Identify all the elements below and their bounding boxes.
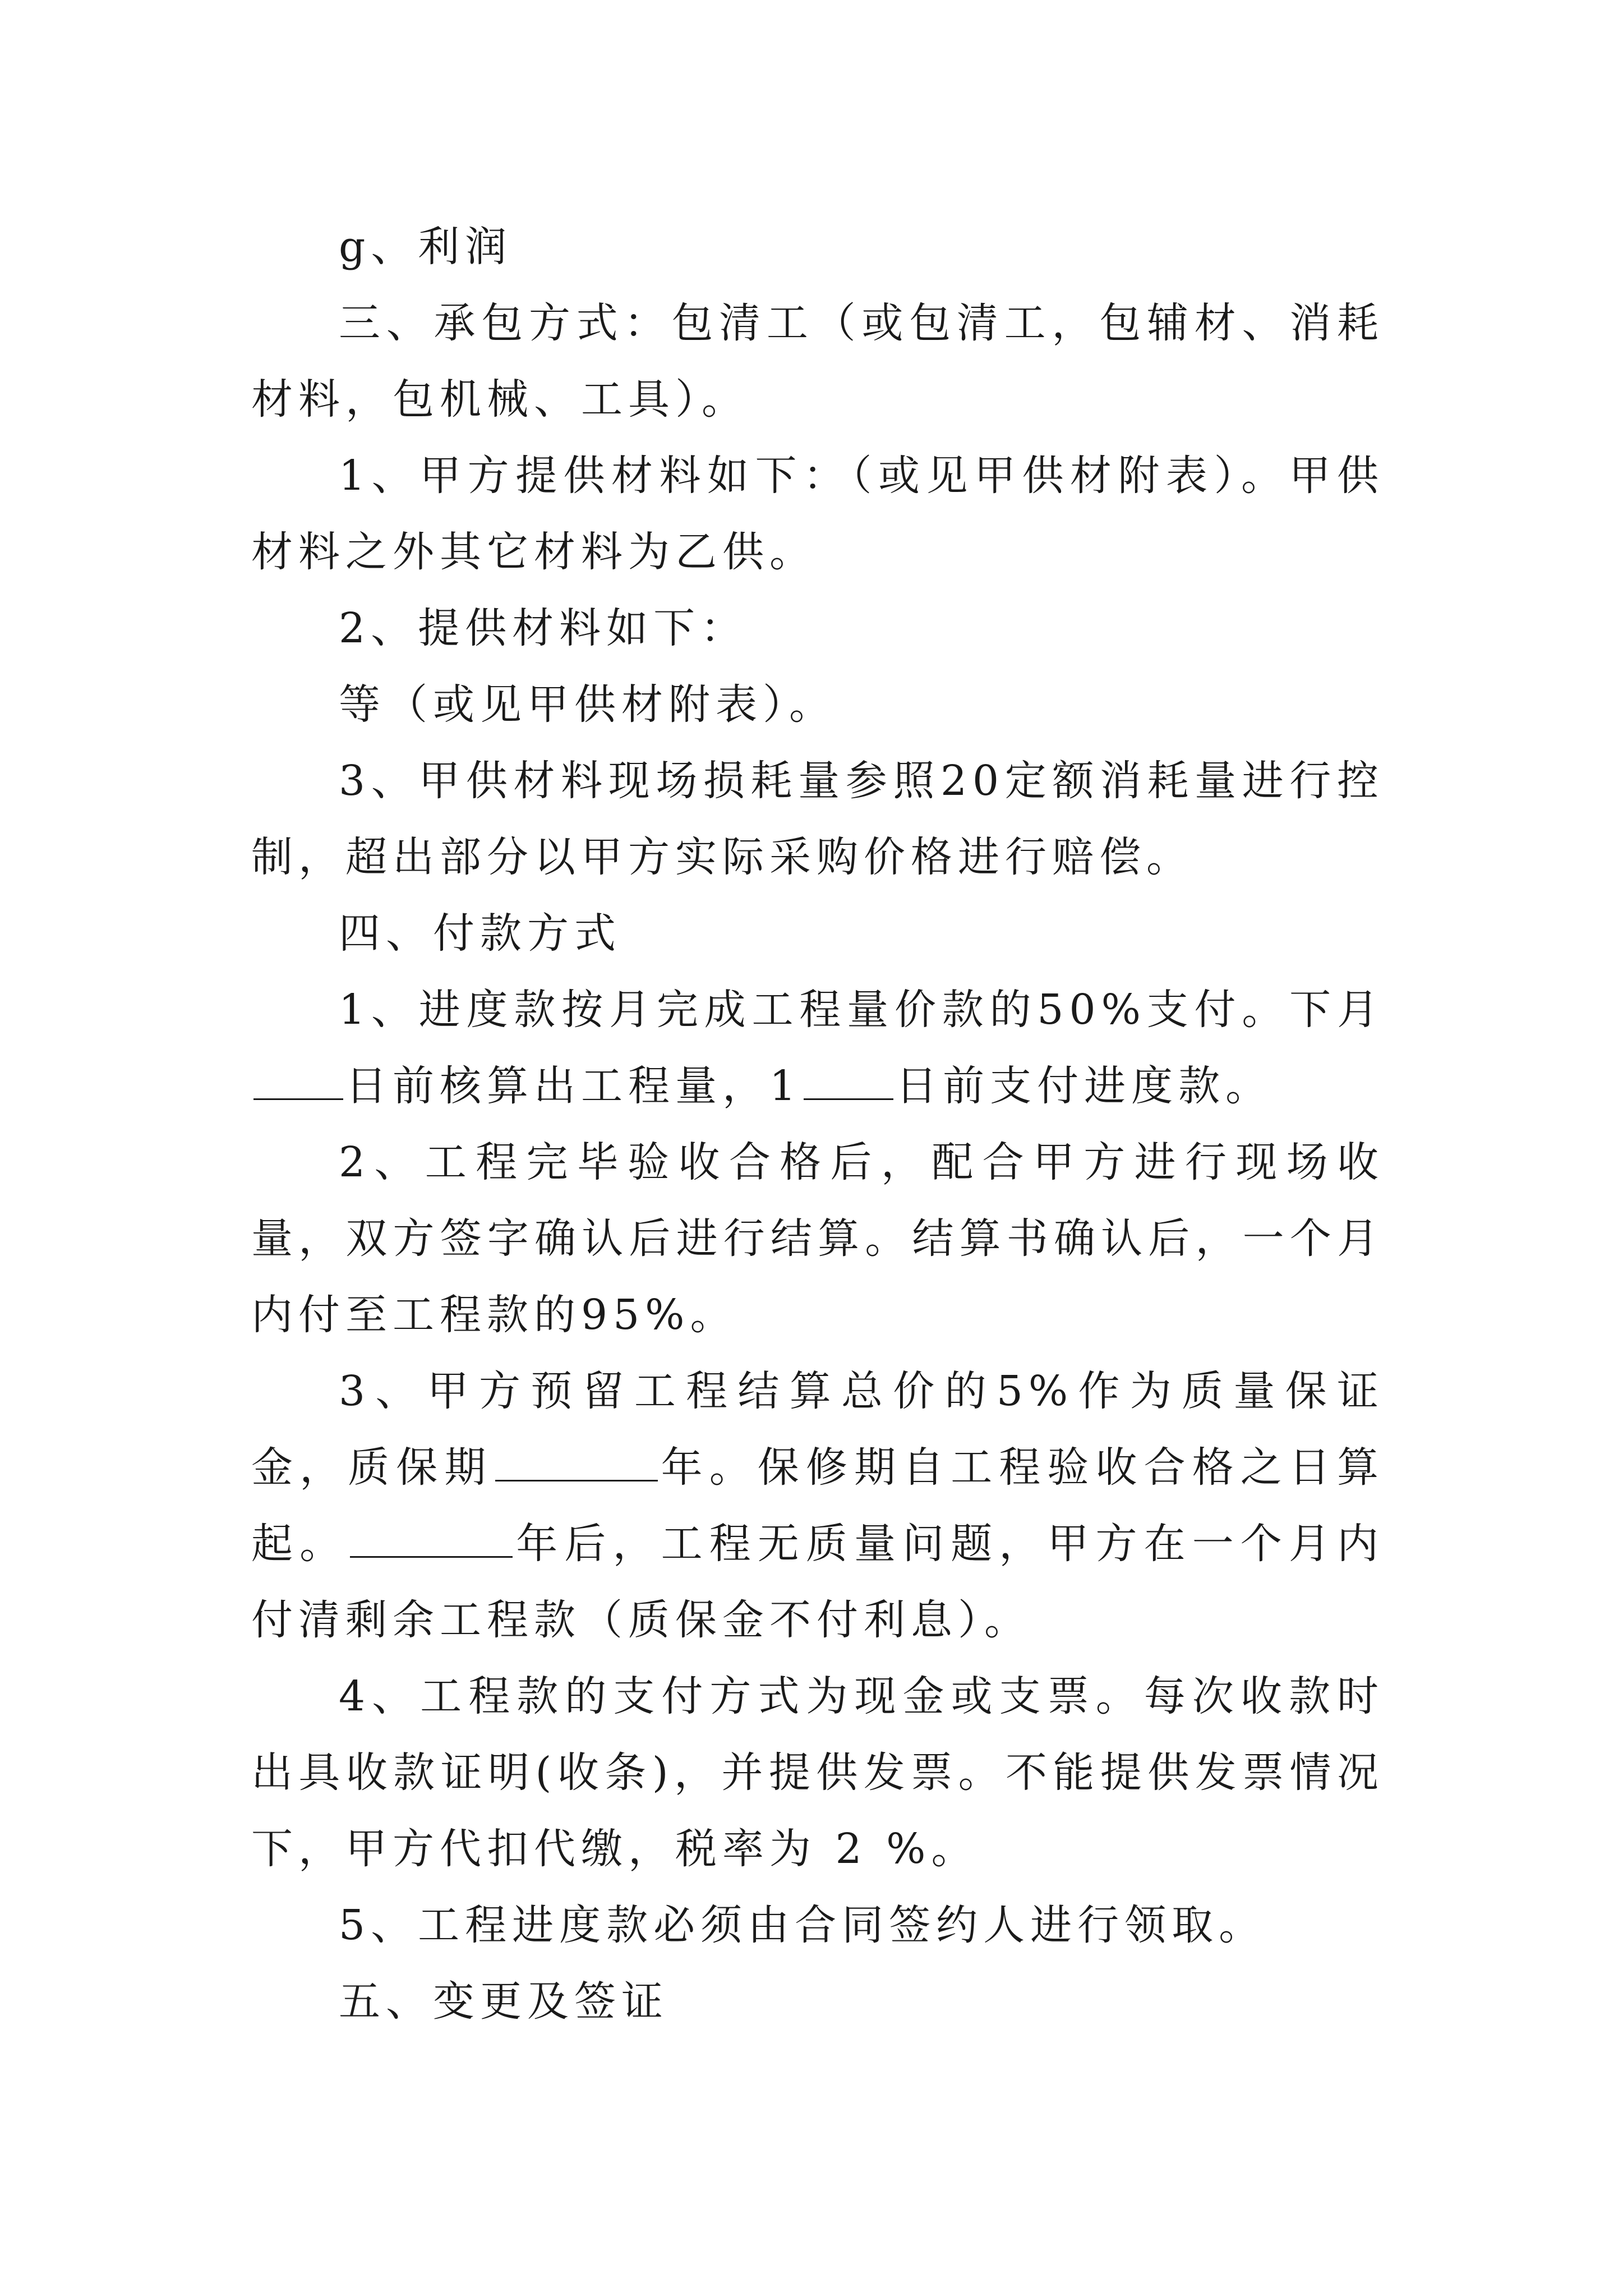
paragraph-profit xyxy=(251,209,1384,285)
paragraph-text: 日前支付进度款。 xyxy=(896,1062,1273,1110)
section-heading-text: 四、付款方式 xyxy=(339,909,621,958)
paragraph-text: 5、工程进度款必须由合同签约人进行领取。 xyxy=(339,1901,1266,1949)
paragraph-text: 2、工程完毕验收合格后，配合甲方进行现场收量，双方签字确认后进行结算。结算书确认后，一个月内付至工程款的95%。 xyxy=(251,1138,1384,1339)
paragraph-text: 等（或见甲供材附表）。 xyxy=(339,680,836,729)
paragraph-contract-method xyxy=(251,285,1384,438)
paragraph-settlement xyxy=(251,1124,1384,1353)
section-heading-changes xyxy=(251,1963,1384,2040)
fill-in-blank xyxy=(804,1061,893,1100)
paragraph-text: 年后，工程无质量问题，甲方在一个月内付清剩余工程款（质保金不付利息）。 xyxy=(251,1520,1385,1644)
paragraph-retention xyxy=(251,1353,1384,1658)
section-heading-text: 五、变更及签证 xyxy=(339,1977,668,2026)
paragraph-progress-payment xyxy=(251,972,1384,1124)
paragraph-materials-appendix xyxy=(251,666,1384,743)
paragraph-text: 4、工程款的支付方式为现金或支票。每次收款时出具收款证明(收条)，并提供发票。不能提供发票情况下，甲方代扣代缴，税率为 2 %。 xyxy=(251,1672,1384,1873)
paragraph-payment-method xyxy=(251,1658,1384,1887)
paragraph-text: 3、甲方预留工程结算总价的5%作为质量保证金，质保期 xyxy=(251,1367,1384,1492)
paragraph-text: 年。保修期自工程验收合格之日算起。 xyxy=(251,1443,1384,1568)
fill-in-blank xyxy=(495,1443,658,1481)
paragraph-text: g、利润 xyxy=(339,223,513,271)
paragraph-text: 2、提供材料如下： xyxy=(339,604,748,652)
paragraph-text: 3、甲供材料现场损耗量参照20定额消耗量进行控制，超出部分以甲方实际采购价格进行赔偿。 xyxy=(251,757,1384,881)
fill-in-blank xyxy=(253,1061,343,1100)
fill-in-blank xyxy=(350,1519,513,1558)
document-body xyxy=(251,209,1384,2040)
paragraph-text: 1、进度款按月完成工程量价款的50%支付。下月 xyxy=(339,986,1384,1034)
paragraph-text: 1、甲方提供材料如下：（或见甲供材附表）。甲供材料之外其它材料为乙供。 xyxy=(251,452,1384,576)
paragraph-provided-materials xyxy=(251,590,1384,666)
paragraph-text: 日前核算出工程量，1 xyxy=(345,1062,802,1110)
paragraph-material-loss xyxy=(251,743,1384,895)
paragraph-party-a-materials xyxy=(251,438,1384,590)
section-heading-payment xyxy=(251,895,1384,972)
paragraph-text: 三、承包方式：包清工（或包清工，包辅材、消耗材料，包机械、工具）。 xyxy=(251,299,1384,424)
paragraph-payment-collection xyxy=(251,1887,1384,1963)
